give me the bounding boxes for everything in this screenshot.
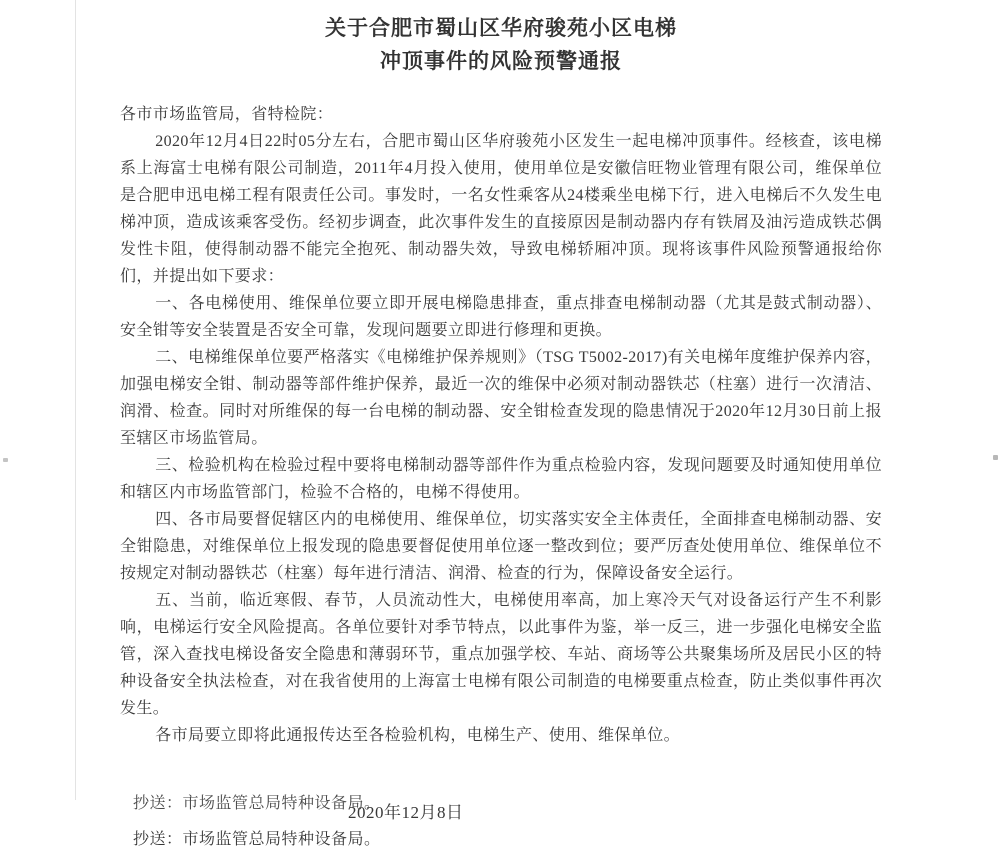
document-title (120, 12, 882, 78)
cc-line: 抄送：市场监管总局特种设备局。 (133, 831, 381, 848)
body-paragraph-item-5: 五、当前，临近寒假、春节，人员流动性大，电梯使用率高，加上寒冷天气对设备运行产生不利影响，电梯运行安全风险提高。各单位要针对季节特点，以此事件为鉴，举一反三，进一步强化电梯安全监管，深入查找电梯设备安全隐患和薄弱环节，重点加强学校、车站、商场等公共聚集场所及居民小区的特种设备安全执法检查，对在我省使用的上海富士电梯有限公司制造的电梯要重点检查，防止类似事件再次发生。 (120, 592, 882, 717)
notice-document (120, 12, 882, 853)
body-paragraph: 2020年12月4日22时05分左右，合肥市蜀山区华府骏苑小区发生一起电梯冲顶事件。经核查，该电梯系上海富士电梯有限公司制造，2011年4月投入使用，使用单位是安徽信旺物业管理有限公司，维保单位是合肥申迅电梯工程有限责任公司。事发时，一名女性乘客从24楼乘坐电梯下行，进入电梯后不久发生电梯冲顶，造成该乘客受伤。经初步调查，此次事件发生的直接原因是制动器内存有铁屑及油污造成铁芯偶发性卡阻，使得制动器不能完全抱死、制动器失效，导致电梯轿厢冲顶。现将该事件风险预警通报给你们，并提出如下要求： (120, 133, 882, 285)
scan-speck-right (993, 455, 998, 460)
page-edge-line (75, 0, 76, 800)
body-paragraph-item-2: 二、电梯维保单位要严格落实《电梯维护保养规则》（TSG T5002-2017)有关电梯年度维护保养内容，加强电梯安全钳、制动器等部件维护保养，最近一次的维保中必须对制动器铁芯（柱塞）进行一次清洁、润滑、检查。同时对所维保的每一台电梯的制动器、安全钳检查发现的隐患情况于2020年12月30日前上报至辖区市场监管局。 (120, 349, 882, 447)
salutation-line: 各市市场监管局，省特检院： (120, 106, 334, 123)
body-paragraph-item-4: 四、各市局要督促辖区内的电梯使用、维保单位，切实落实安全主体责任，全面排查电梯制动器、安全钳隐患，对维保单位上报发现的隐患要督促使用单位逐一整改到位；要严厉查处使用单位、维保单位不按规定对制动器铁芯（柱塞）每年进行清洁、润滑、检查的行为，保障设备安全运行。 (120, 511, 882, 582)
clipped-bottom-line: 抄送：市场监管总局特种设备局。 (133, 795, 381, 812)
body-paragraph-item-3: 三、检验机构在检验过程中要将电梯制动器等部件作为重点检验内容，发现问题要及时通知使用单位和辖区内市场监管部门，检验不合格的，电梯不得使用。 (120, 457, 882, 501)
date-line: 2020年12月8日 (348, 803, 464, 822)
scan-speck-left (3, 458, 8, 462)
document-body (120, 101, 882, 749)
body-paragraph-item-1: 一、各电梯使用、维保单位要立即开展电梯隐患排查，重点排查电梯制动器（尤其是鼓式制动器）、安全钳等安全装置是否安全可靠，发现问题要立即进行修理和更换。 (120, 295, 882, 339)
title-line-1: 关于合肥市蜀山区华府骏苑小区电梯 (325, 16, 677, 40)
title-line-2: 冲顶事件的风险预警通报 (380, 49, 622, 73)
closing-paragraph: 各市局要立即将此通报传达至各检验机构，电梯生产、使用、维保单位。 (155, 727, 680, 744)
